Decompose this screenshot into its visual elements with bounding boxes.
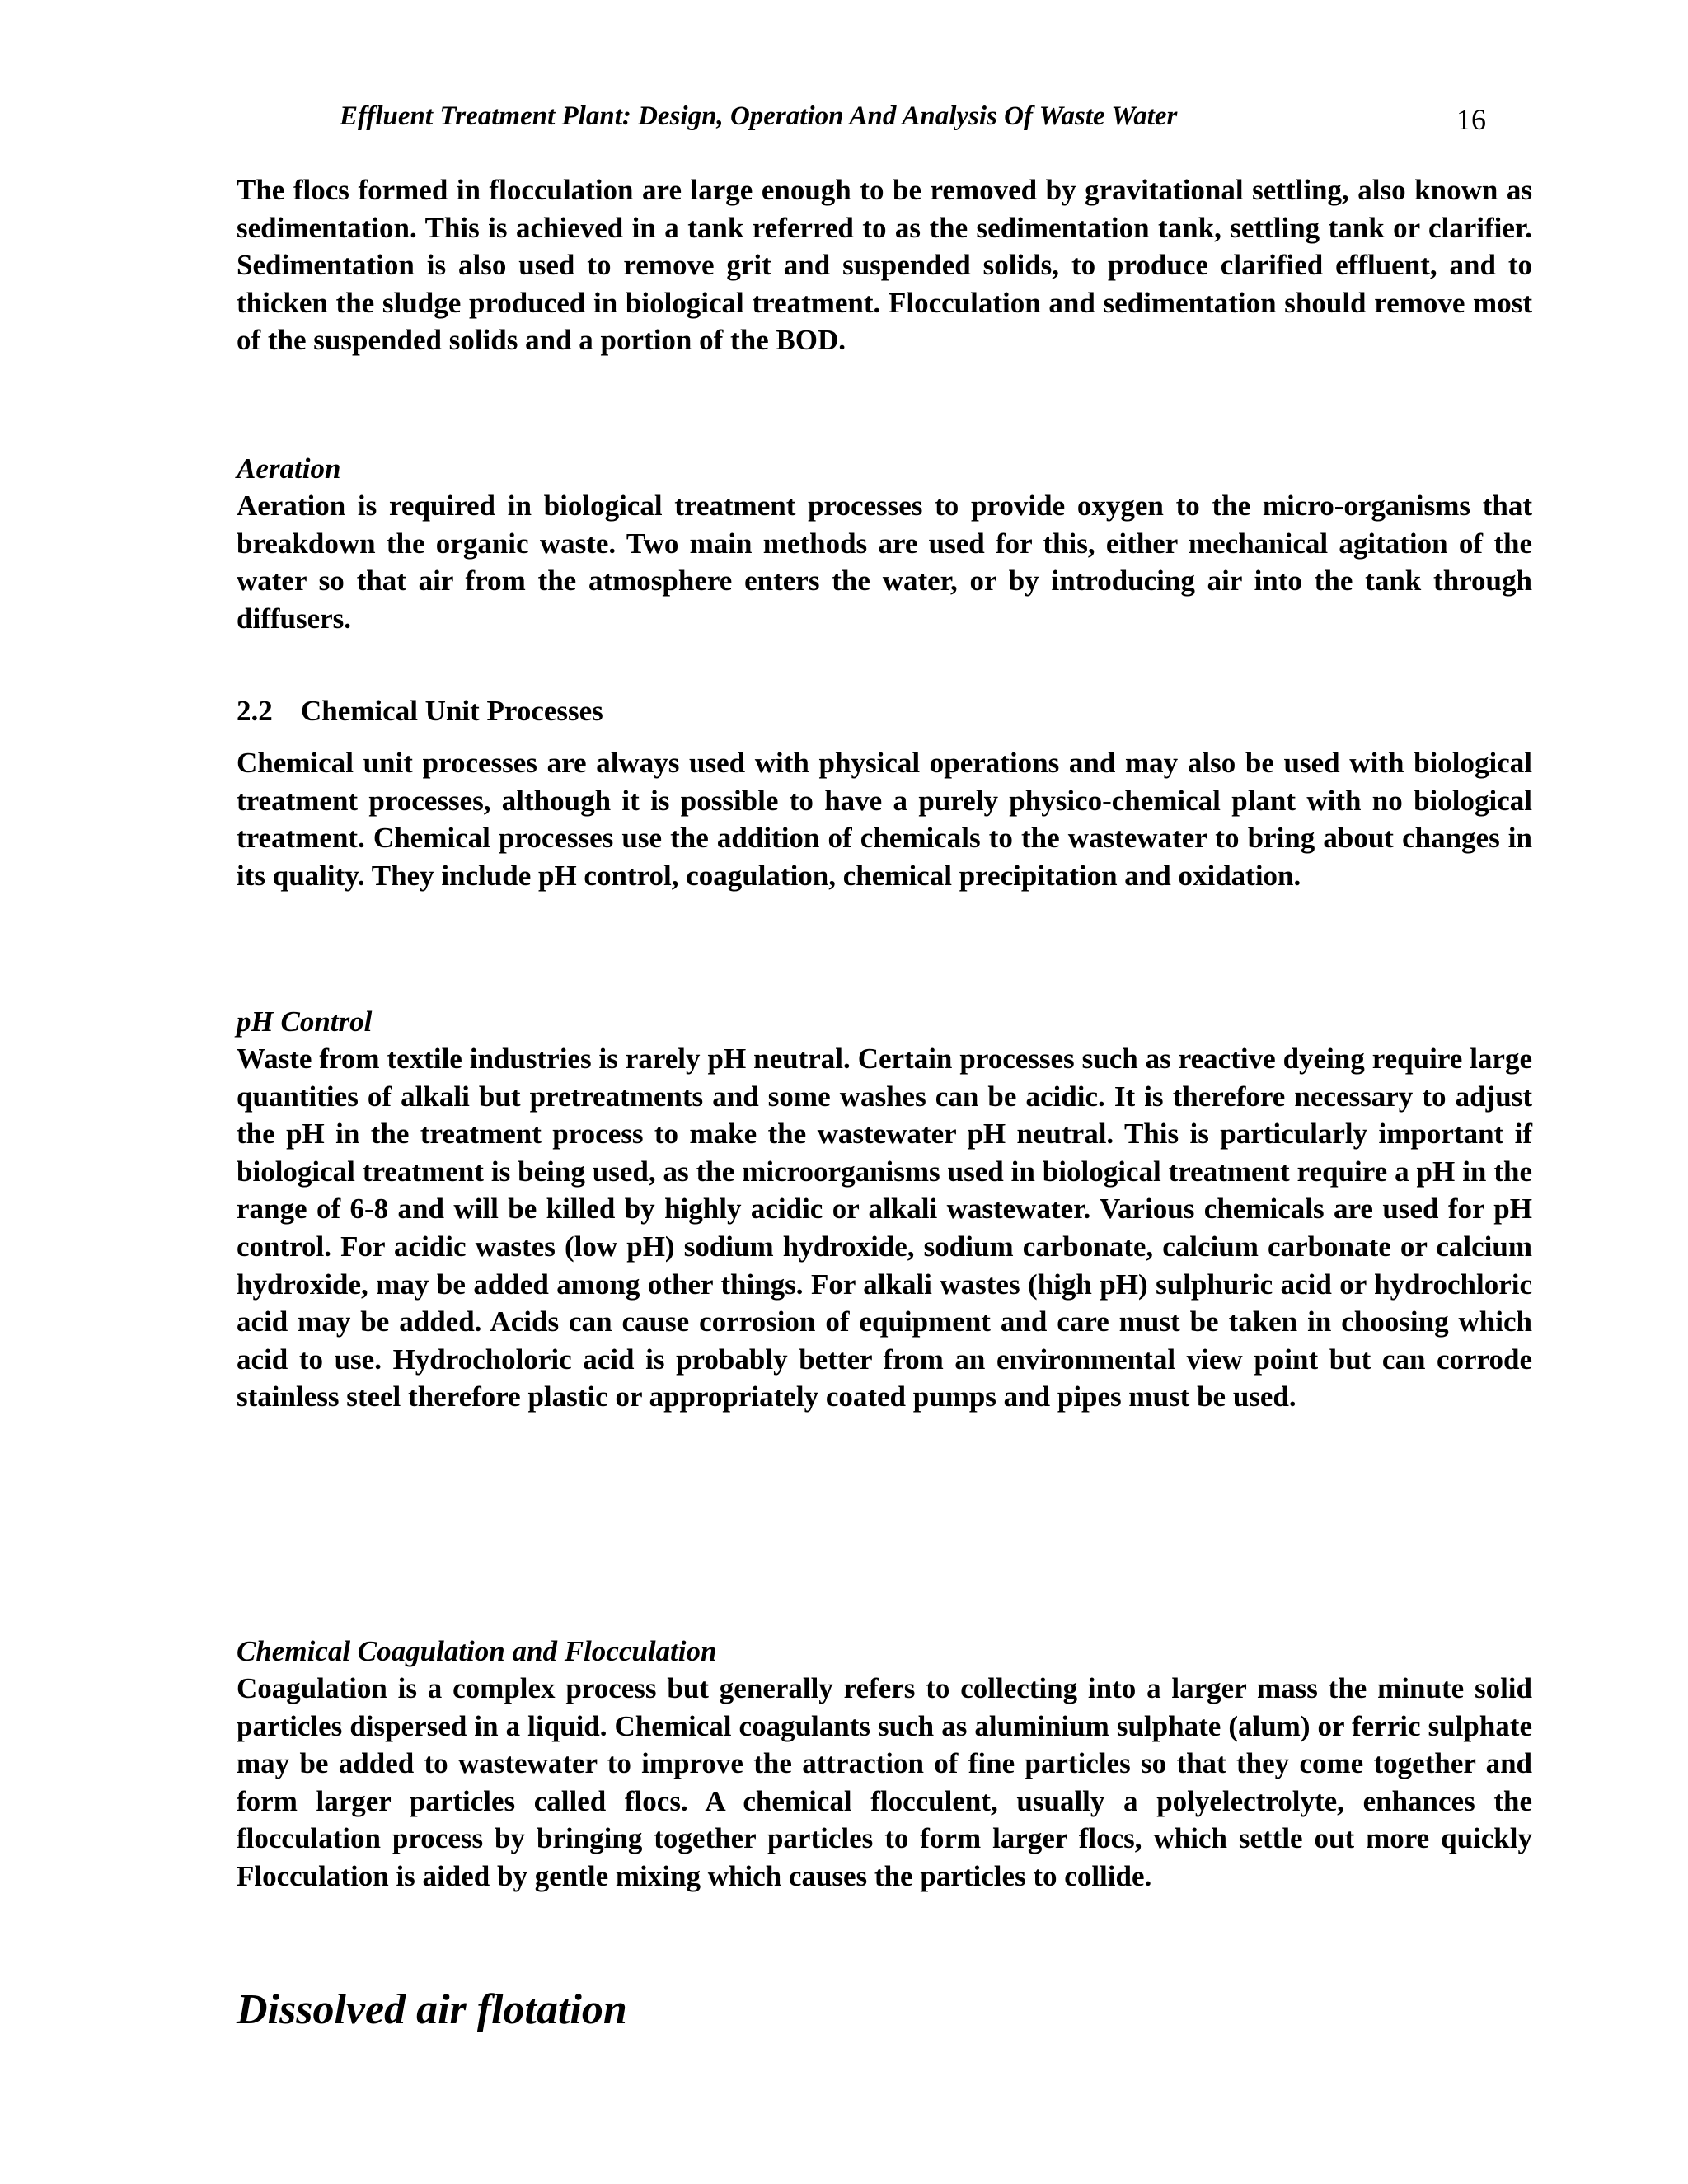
- running-header: [237, 97, 1532, 138]
- section-number: 2.2: [237, 695, 273, 727]
- section-heading-chemical-unit-processes: [237, 692, 603, 730]
- ph-control-heading: pH Control: [237, 1005, 373, 1038]
- aeration-paragraph: Aeration is required in biological treatment processes to provide oxygen to the micro-organisms that breakdown the organic waste. Two main methods are used for this, either mechanical agitation of the water so that air from the atmosphere enters the water, or by introducing air into the tank through diffusers.: [237, 490, 1532, 635]
- coagulation-heading: Chemical Coagulation and Flocculation: [237, 1635, 717, 1667]
- dissolved-air-flotation-heading: Dissolved air flotation: [237, 1986, 627, 2033]
- ph-control-paragraph: Waste from textile industries is rarely pH neutral. Certain processes such as reactive dyeing require large quantities of alkali but pretreatments and some washes can be acidic. It is therefore necessary to adjust the pH in the treatment process to make the wastewater pH neutral. This is particularly important if biological treatment is being used, as the microorganisms used in biological treatment require a pH in the range of 6-8 and will be killed by highly acidic or alkali wastewater. Various chemicals are used for pH control. For acidic wastes (low pH) sodium hydroxide, sodium carbonate, calcium carbonate or calcium hydroxide, may be added among other things. For alkali wastes (high pH) sulphuric acid or hydrochloric acid may be added. Acids can cause corrosion of equipment and care must be taken in choosing which acid to use. Hydrocholoric acid is probably better from an environmental view point but can corrode stainless steel therefore plastic or appropriately coated pumps and pipes must be used.: [237, 1043, 1532, 1413]
- coagulation-paragraph: Coagulation is a complex process but generally refers to collecting into a larger mass the minute solid particles dispersed in a liquid. Chemical coagulants such as aluminium sulphate (alum) or ferric sulphate may be added to wastewater to improve the attraction of fine particles so that they come together and form larger particles called flocs. A chemical flocculent, usually a polyelectrolyte, enhances the flocculation process by bringing together particles to form larger flocs, which settle out more quickly Flocculation is aided by gentle mixing which causes the particles to collide.: [237, 1672, 1532, 1892]
- chemical-unit-processes-paragraph: Chemical unit processes are always used with physical operations and may also be used with biological treatment processes, although it is possible to have a purely physico-chemical plant with no biological treatment. Chemical processes use the addition of chemicals to the wastewater to bring about changes in its quality. They include pH control, coagulation, chemical precipitation and oxidation.: [237, 747, 1532, 892]
- aeration-heading: Aeration: [237, 452, 341, 485]
- page-number: 16: [1456, 103, 1486, 136]
- section-title: Chemical Unit Processes: [301, 695, 603, 727]
- intro-paragraph: The flocs formed in flocculation are large enough to be removed by gravitational settling, also known as sedimentation. This is achieved in a tank referred to as the sedimentation tank, settling tank or clarifier. Sedimentation is also used to remove grit and suspended solids, to produce clarified effluent, and to thicken the sludge produced in biological treatment. Flocculation and sedimentation should remove most of the suspended solids and a portion of the BOD.: [237, 174, 1532, 357]
- running-header-title: Effluent Treatment Plant: Design, Operation And Analysis Of Waste Water: [340, 101, 1178, 131]
